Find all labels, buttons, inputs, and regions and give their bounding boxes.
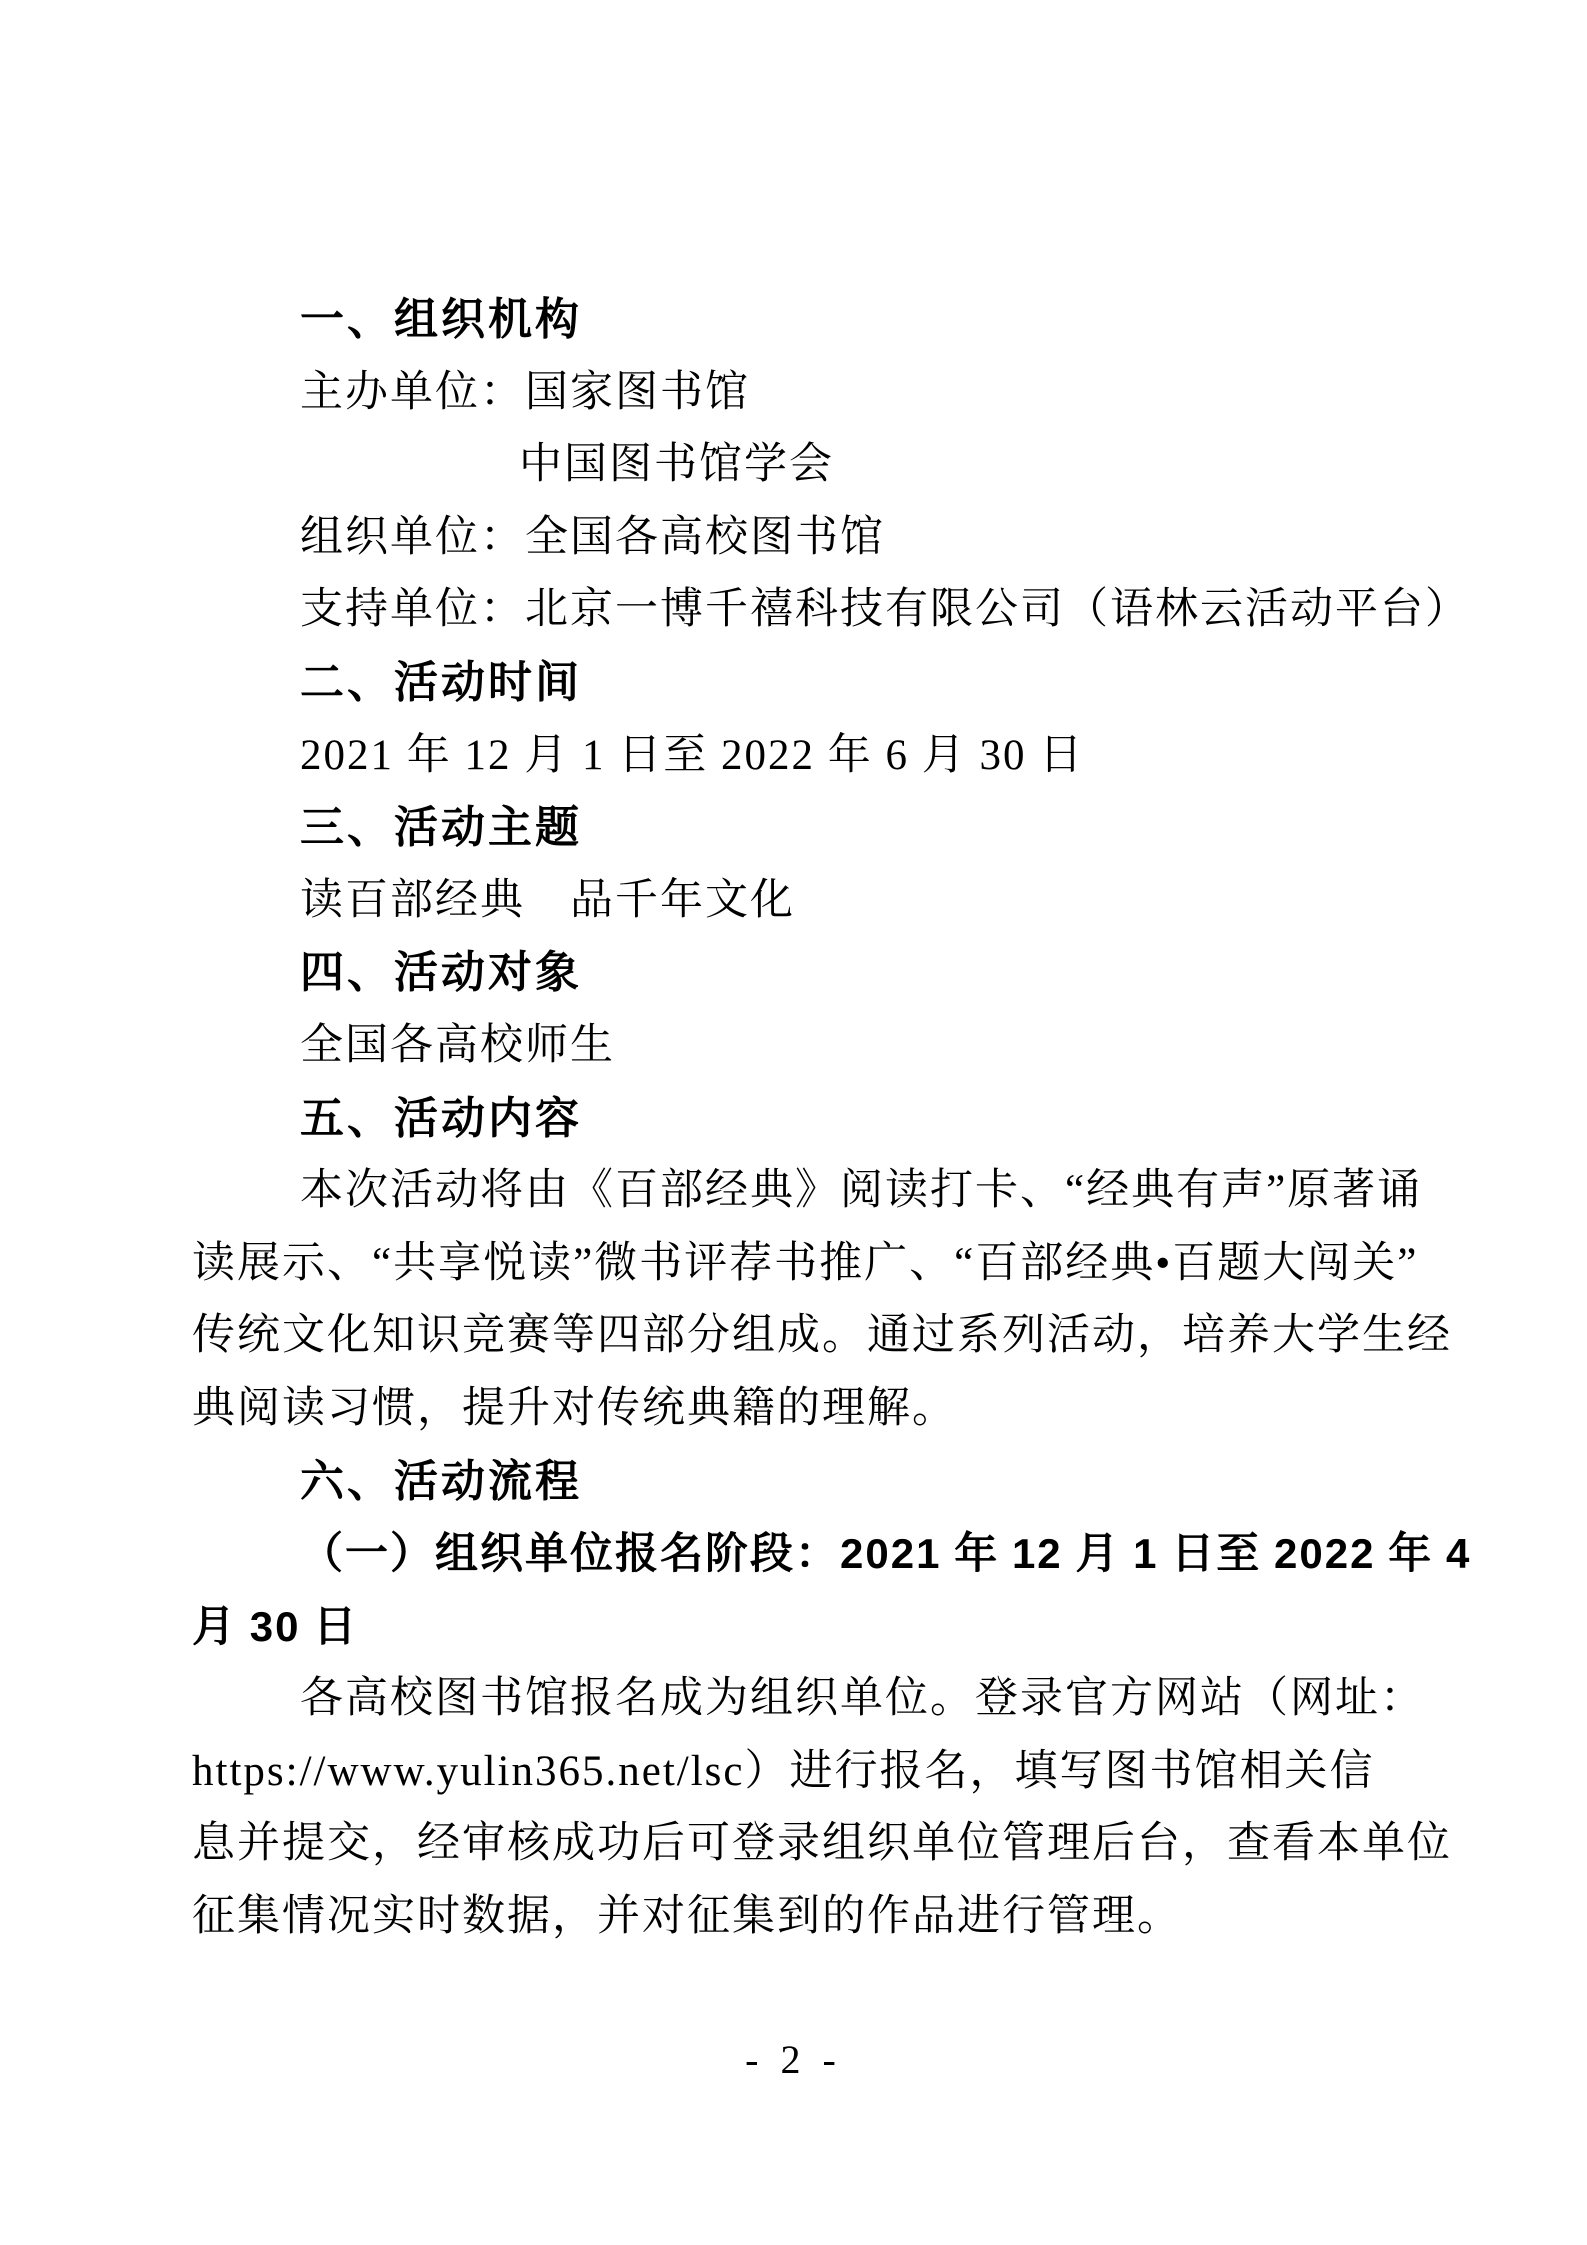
body-line: 主办单位：国家图书馆 <box>300 368 750 416</box>
text-segment: 年 <box>941 1531 1012 1579</box>
body-line: 组织单位：全国各高校图书馆 <box>300 513 885 561</box>
section-heading-6: 六、活动流程 <box>300 1456 582 1506</box>
body-line: 各高校图书馆报名成为组织单位。登录官方网站（网址： <box>300 1675 1425 1723</box>
text-segment: 月 <box>1062 1531 1134 1579</box>
section-heading-5: 五、活动内容 <box>300 1093 582 1143</box>
sub-heading-line <box>192 1591 1396 1664</box>
text-segment: 月 <box>192 1603 250 1651</box>
body-line: https://www.yulin365.net/lsc）进行报名，填写图书馆相关信 <box>192 1747 1375 1795</box>
text-segment: 日至 <box>1158 1531 1275 1579</box>
body-line: 全国各高校师生 <box>300 1021 615 1069</box>
date-number: 2022 <box>1274 1530 1376 1578</box>
body-line: 本次活动将由《百部经典》阅读打卡、“经典有声”原著诵 <box>300 1167 1423 1215</box>
page-footer <box>0 2036 1587 2083</box>
sub-heading-line <box>192 1518 1472 1591</box>
document-content <box>192 284 1472 1954</box>
text-segment: 年 <box>1375 1531 1446 1579</box>
body-line: 征集情况实时数据，并对征集到的作品进行管理。 <box>192 1893 1182 1941</box>
page-number: - 2 - <box>745 2037 842 2082</box>
section-heading-3: 三、活动主题 <box>300 803 582 853</box>
body-line: 息并提交，经审核成功后可登录组织单位管理后台，查看本单位 <box>192 1820 1452 1868</box>
date-number: 30 <box>249 1602 301 1650</box>
date-number: 1 <box>1133 1530 1159 1578</box>
body-line: 典阅读习惯，提升对传统典籍的理解。 <box>192 1384 957 1432</box>
date-number: 12 <box>1011 1530 1063 1578</box>
date-number: 4 <box>1445 1530 1472 1578</box>
body-line: 传统文化知识竞赛等四部分组成。通过系列活动，培养大学生经 <box>192 1312 1452 1360</box>
body-line: 支持单位：北京一博千禧科技有限公司（语林云活动平台） <box>300 586 1470 634</box>
section-heading-1: 一、组织机构 <box>300 295 582 344</box>
body-line: 中国图书馆学会 <box>519 441 834 489</box>
text-segment: 日 <box>300 1603 359 1651</box>
date-number: 2021 <box>840 1530 942 1578</box>
body-line: 读展示、“共享悦读”微书评荐书推广、“百部经典•百题大闯关” <box>192 1239 1419 1287</box>
text-segment: （一）组织单位报名阶段： <box>300 1531 840 1579</box>
section-heading-2: 二、活动时间 <box>300 657 582 707</box>
body-line: 2021 年 12 月 1 日至 2022 年 6 月 30 日 <box>300 731 1085 779</box>
section-heading-4: 四、活动对象 <box>300 948 582 998</box>
body-line: 读百部经典 品千年文化 <box>300 876 795 924</box>
